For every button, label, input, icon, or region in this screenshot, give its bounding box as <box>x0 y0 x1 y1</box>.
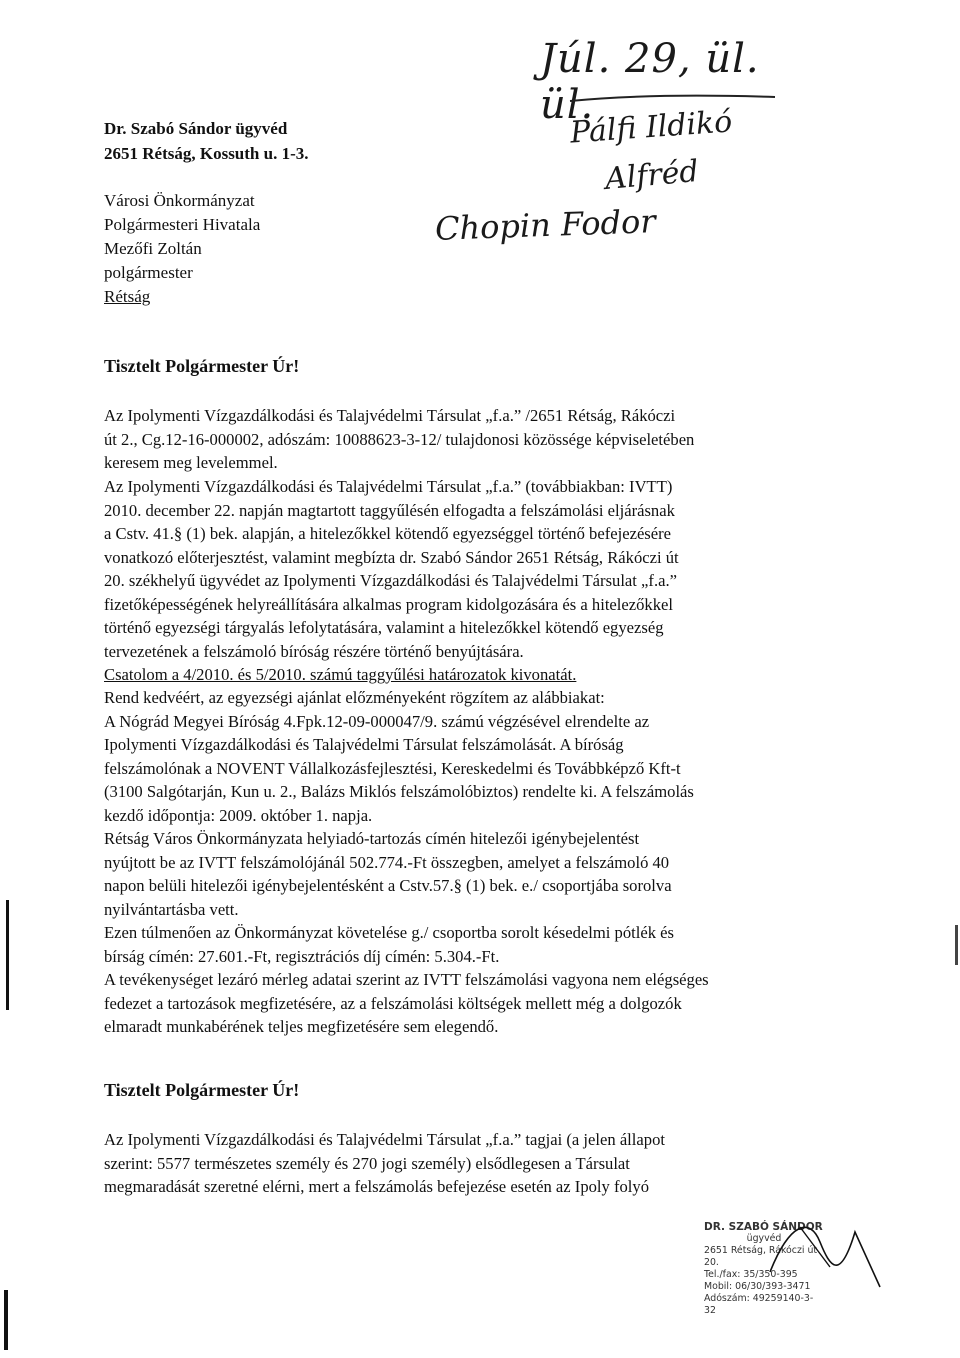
recipient-line: polgármester <box>104 263 193 282</box>
text-line: A Nógrád Megyei Bíróság 4.Fpk.12-09-000047/9. számú végzésével elrendelte az <box>104 711 650 731</box>
stamp-line: 2651 Rétság, Rákóczi út 20. <box>704 1245 818 1268</box>
text-line: (3100 Salgótarján, Kun u. 2., Balázs Miklós felszámolóbiztos) rendelte ki. A felszámolás <box>104 782 694 801</box>
paragraph-2 <box>104 475 874 687</box>
text-line: A tevékenységet lezáró mérleg adatai szerint az IVTT felszámolási vagyona nem elégséges <box>104 970 709 989</box>
stamp-line: Mobil: 06/30/393-3471 <box>704 1281 811 1292</box>
text-line: vonatkozó előterjesztést, valamint megbízta dr. Szabó Sándor 2651 Rétság, Rákóczi út <box>104 547 679 567</box>
text-line: nyújtott be az IVTT felszámolójánál 502.774.-Ft összegben, amelyet a felszámoló 40 <box>104 852 670 872</box>
recipient-city: Rétság <box>104 287 151 306</box>
greeting: Tisztelt Polgármester Úr! <box>104 356 300 376</box>
text-line: napon belüli hitelezői igénybejelentésként a Cstv.57.§ (1) bek. e./ csoportjába sorolva <box>104 876 672 895</box>
text-line: Ezen túlmenően az Önkormányzat követelése g./ csoportba sorolt késedelmi pótlék és <box>104 923 674 942</box>
recipient-line: Városi Önkormányzat <box>104 191 255 210</box>
stamp-line: Adószám: 49259140-3-32 <box>704 1293 814 1316</box>
handwritten-name-3: Chopin Fodor <box>434 202 657 248</box>
recipient-block <box>104 189 260 309</box>
text-line: történő egyezségi tárgyalás lefolytatására, valamint a hitelezőkkel kötendő egyezség <box>104 618 664 637</box>
recipient-line: Mezőfi Zoltán <box>104 239 202 258</box>
stamp-line: Tel./fax: 35/350-395 <box>704 1269 798 1280</box>
greeting-2: Tisztelt Polgármester Úr! <box>104 1080 300 1100</box>
text-line: fizetőképességének helyreállítására alkalmas program kidolgozására és a hitelezőkkel <box>104 594 674 614</box>
stamp-line: DR. SZABÓ SÁNDOR <box>704 1221 823 1233</box>
scan-edge-mark <box>6 900 9 1010</box>
recipient-line: Polgármesteri Hivatala <box>104 215 261 234</box>
text-line: Az Ipolymenti Vízgazdálkodási és Talajvédelmi Társulat „f.a.” /2651 Rétság, Rákóczi <box>104 406 676 425</box>
text-line: Rétság Város Önkormányzata helyiadó-tartozás címén hitelezői igénybejelentést <box>104 829 640 848</box>
paragraph-3 <box>104 686 874 1039</box>
paragraph-4 <box>104 1128 874 1199</box>
signature-scribble <box>760 1212 890 1292</box>
handwritten-note <box>434 8 790 258</box>
text-line: tervezetének a felszámoló bíróság részére történő benyújtására. <box>104 641 524 661</box>
text-line: Az Ipolymenti Vízgazdálkodási és Talajvédelmi Társulat „f.a.” (továbbiakban: IVTT) <box>104 477 673 496</box>
text-line: megmaradását szeretné elérni, mert a felszámolás befejezése esetén az Ipoly folyó <box>104 1177 650 1196</box>
text-line: nyilvántartásba vett. <box>104 899 239 919</box>
sender-name: Dr. Szabó Sándor ügyvéd <box>104 119 288 138</box>
text-line: fedezet a tartozások megfizetésére, az a felszámolási költségek mellett még a dolgozók <box>104 993 682 1013</box>
text-line: kezdő időpontja: 2009. október 1. napja. <box>104 805 373 825</box>
scan-edge-mark <box>4 1290 8 1350</box>
text-line: bírság címén: 27.601.-Ft, regisztrációs díj címén: 5.304.-Ft. <box>104 946 500 966</box>
text-line: szerint: 5577 természetes személy és 270 jogi személy) elsődlegesen a Társulat <box>104 1153 630 1173</box>
text-line: elmaradt munkabérének teljes megfizetésére sem elegendő. <box>104 1017 499 1036</box>
text-line: Az Ipolymenti Vízgazdálkodási és Talajvédelmi Társulat „f.a.” tagjai (a jelen állapot <box>104 1130 665 1149</box>
handwritten-name-2: Alfréd <box>603 153 701 198</box>
text-line: Rend kedvéért, az egyezségi ajánlat előzményeként rögzítem az alábbiakat: <box>104 688 605 707</box>
text-line: a Cstv. 41.§ (1) bek. alapján, a hitelezőkkel kötendő egyezséggel történő befejezésére <box>104 524 672 543</box>
scan-edge-mark <box>955 925 958 965</box>
handwritten-name-1: Pálfi Ildikó <box>568 104 734 151</box>
text-line: keresem meg levelemmel. <box>104 453 278 472</box>
text-line: felszámolónak a NOVENT Vállalkozásfejlesztési, Kereskedelmi és Továbbképző Kft-t <box>104 758 681 778</box>
sender-address: 2651 Rétság, Kossuth u. 1-3. <box>104 144 309 163</box>
text-line: út 2., Cg.12-16-000002, adószám: 10088623-3-12/ tulajdonosi közössége képviseletében <box>104 429 695 449</box>
text-line: Ipolymenti Vízgazdálkodási és Talajvédelmi Társulat felszámolását. A bíróság <box>104 735 624 754</box>
paragraph-1 <box>104 404 874 475</box>
text-line: 2010. december 22. napján magtartott taggyűlésén elfogadta a felszámolási eljárásnak <box>104 500 675 520</box>
attachment-line: Csatolom a 4/2010. és 5/2010. számú taggyűlési határozatok kivonatát. <box>104 665 577 684</box>
sender-block <box>104 116 309 166</box>
stamp-line: ügyvéd <box>746 1233 782 1244</box>
handwritten-line-1: Júl. 29, ül. ül. <box>540 36 760 128</box>
text-line: 20. székhelyű ügyvédet az Ipolymenti Vízgazdálkodási és Talajvédelmi Társulat „f.a.” <box>104 571 677 590</box>
